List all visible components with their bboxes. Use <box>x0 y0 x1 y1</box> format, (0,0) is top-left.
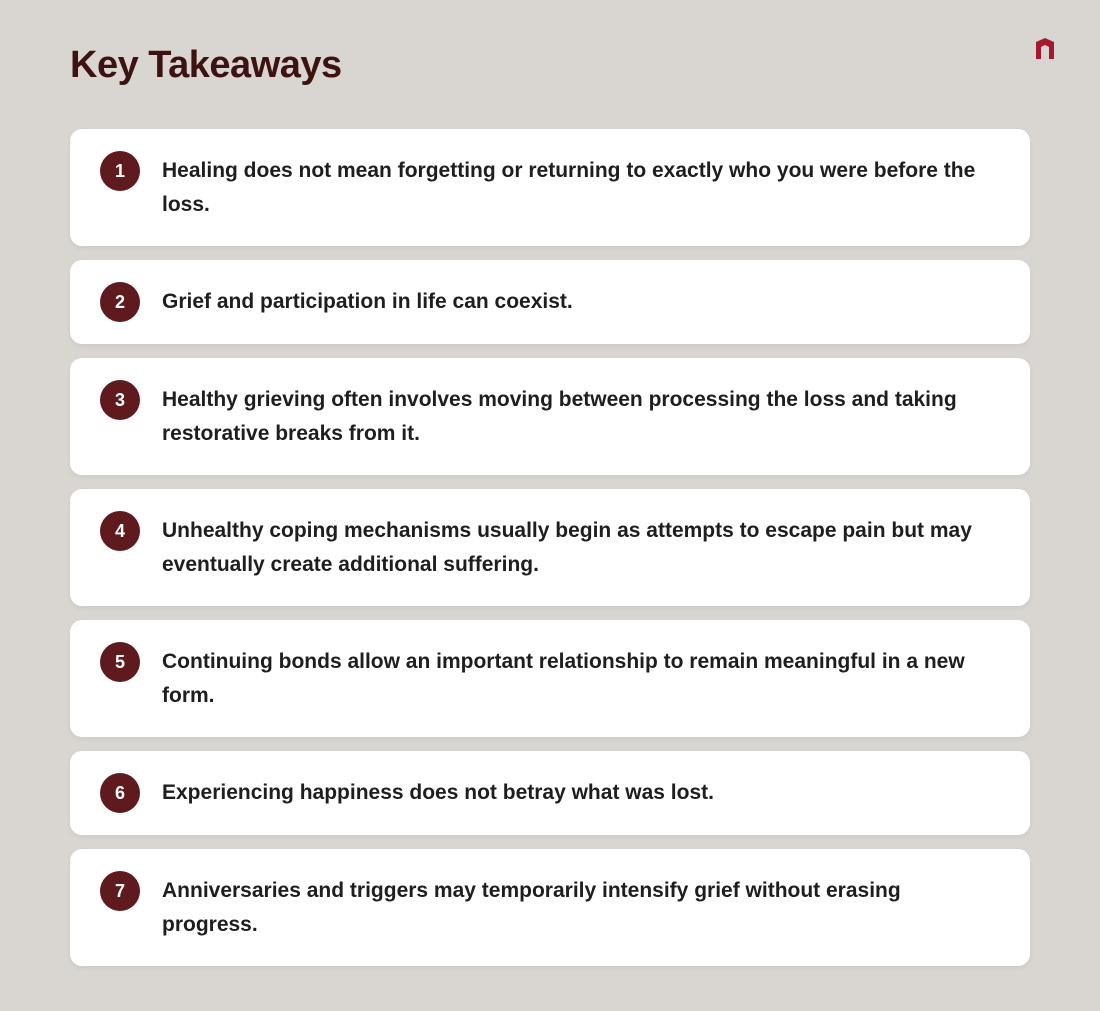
takeaway-card <box>70 489 1030 606</box>
takeaway-card <box>70 849 1030 966</box>
number-badge: 2 <box>100 282 140 322</box>
number-badge: 3 <box>100 380 140 420</box>
number-badge: 5 <box>100 642 140 682</box>
page-title: Key Takeaways <box>70 44 342 86</box>
takeaway-card <box>70 260 1030 344</box>
takeaway-text: Healing does not mean forgetting or returning to exactly who you were before the loss. <box>162 158 976 216</box>
takeaway-card <box>70 751 1030 835</box>
takeaway-card <box>70 358 1030 475</box>
takeaway-text: Healthy grieving often involves moving between processing the loss and taking restorative breaks from it. <box>162 387 957 445</box>
number-badge: 4 <box>100 511 140 551</box>
takeaways-list <box>70 129 1030 980</box>
number-badge: 7 <box>100 871 140 911</box>
number-badge: 6 <box>100 773 140 813</box>
takeaway-text: Grief and participation in life can coexist. <box>162 290 573 313</box>
takeaway-text: Experiencing happiness does not betray what was lost. <box>162 781 714 804</box>
takeaway-text: Continuing bonds allow an important relationship to remain meaningful in a new form. <box>162 649 965 707</box>
shield-logo-icon <box>1034 37 1056 61</box>
takeaway-card <box>70 129 1030 246</box>
takeaway-card <box>70 620 1030 737</box>
number-badge: 1 <box>100 151 140 191</box>
takeaway-text: Unhealthy coping mechanisms usually begin as attempts to escape pain but may eventually create additional suffering. <box>162 518 972 576</box>
takeaway-text: Anniversaries and triggers may temporarily intensify grief without erasing progress. <box>162 878 901 936</box>
